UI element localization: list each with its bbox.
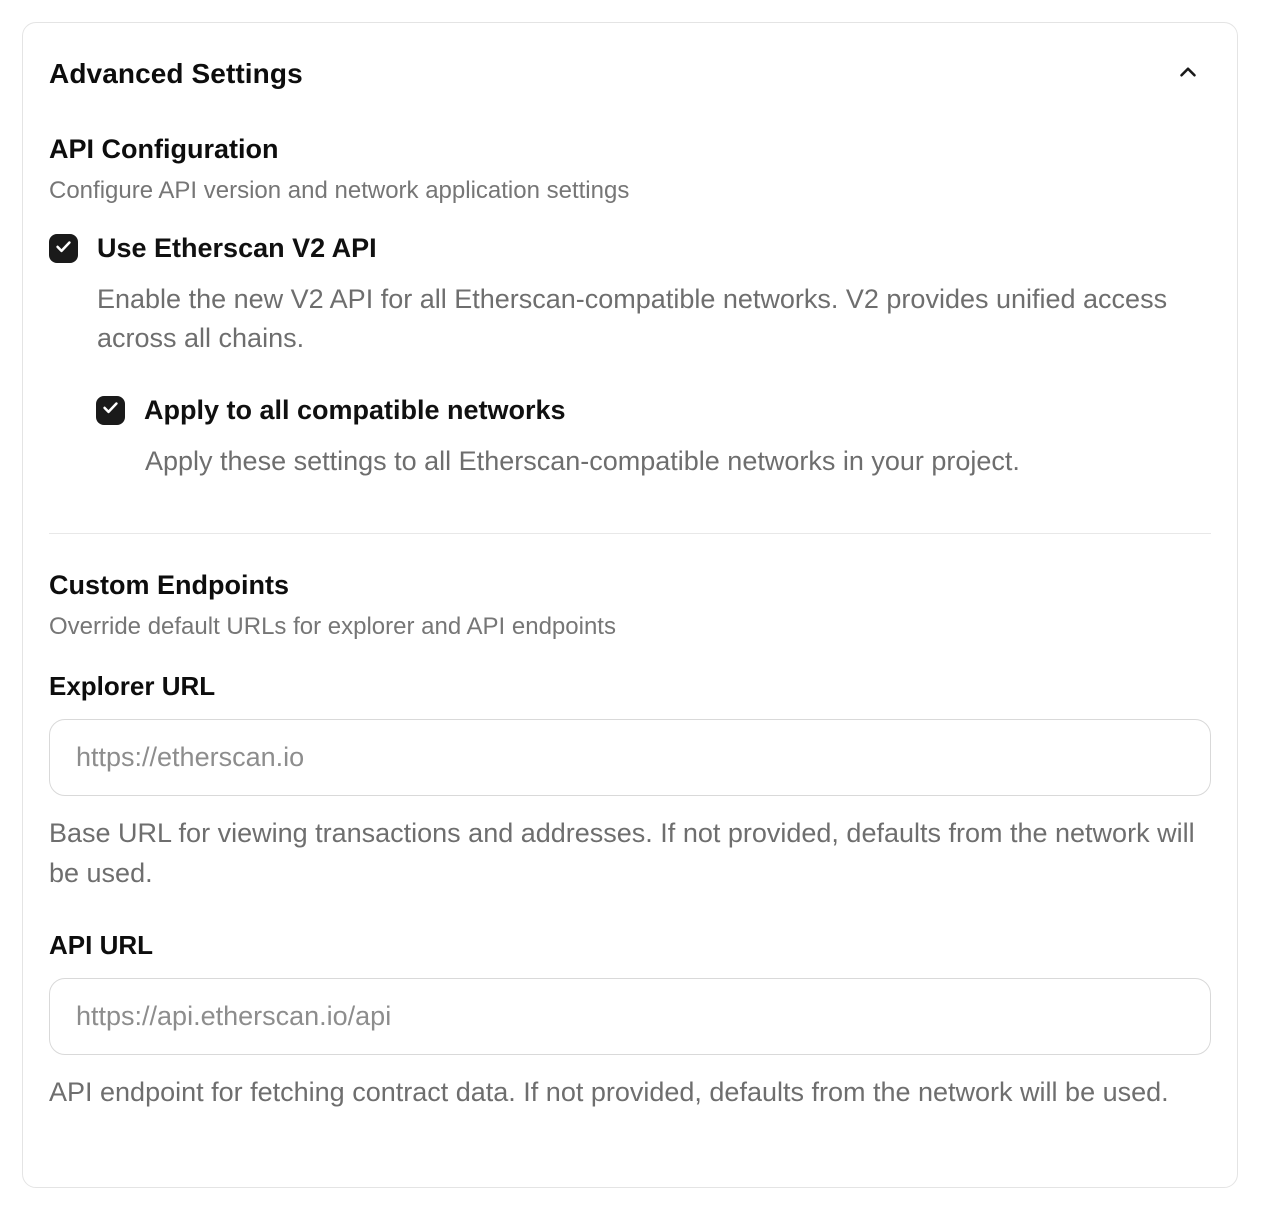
apply-all-networks-label[interactable]: Apply to all compatible networks (144, 394, 566, 425)
use-v2-api-description: Enable the new V2 API for all Etherscan-compatible networks. V2 provides unified access across all chains. (97, 284, 1168, 354)
panel-title: Advanced Settings (49, 57, 303, 89)
apply-all-networks-checkbox-row (96, 395, 1211, 426)
api-url-help: API endpoint for fetching contract data. If not provided, defaults from the network will be used. (49, 1076, 1169, 1107)
api-url-label: API URL (49, 929, 153, 960)
use-v2-api-label[interactable]: Use Etherscan V2 API (97, 233, 377, 263)
use-v2-api-checkbox-row (49, 233, 1211, 264)
chevron-up-icon (1175, 59, 1201, 88)
collapse-button[interactable] (1171, 55, 1205, 92)
custom-endpoints-subtitle: Override default URLs for explorer and API endpoints (49, 613, 616, 641)
use-v2-api-checkbox[interactable] (49, 234, 78, 263)
custom-endpoints-heading: Custom Endpoints (49, 570, 289, 601)
advanced-settings-panel (22, 22, 1238, 1188)
explorer-url-label: Explorer URL (49, 671, 216, 702)
explorer-url-field (49, 671, 1211, 893)
custom-endpoints-section (49, 570, 1211, 1112)
apply-all-networks-description: Apply these settings to all Etherscan-compatible networks in your project. (145, 445, 1020, 476)
panel-header (49, 47, 1211, 92)
apply-all-networks-checkbox[interactable] (96, 396, 125, 425)
checkmark-icon (54, 237, 73, 261)
explorer-url-input[interactable] (49, 719, 1211, 796)
api-url-field (49, 930, 1211, 1113)
explorer-url-help: Base URL for viewing transactions and addresses. If not provided, defaults from the network will be used. (49, 818, 1195, 888)
api-configuration-heading: API Configuration (49, 134, 279, 164)
api-configuration-subtitle: Configure API version and network application settings (49, 177, 630, 204)
api-configuration-section (49, 134, 1211, 481)
api-url-input[interactable] (49, 978, 1211, 1055)
section-divider (49, 533, 1211, 534)
checkmark-icon (101, 398, 120, 422)
